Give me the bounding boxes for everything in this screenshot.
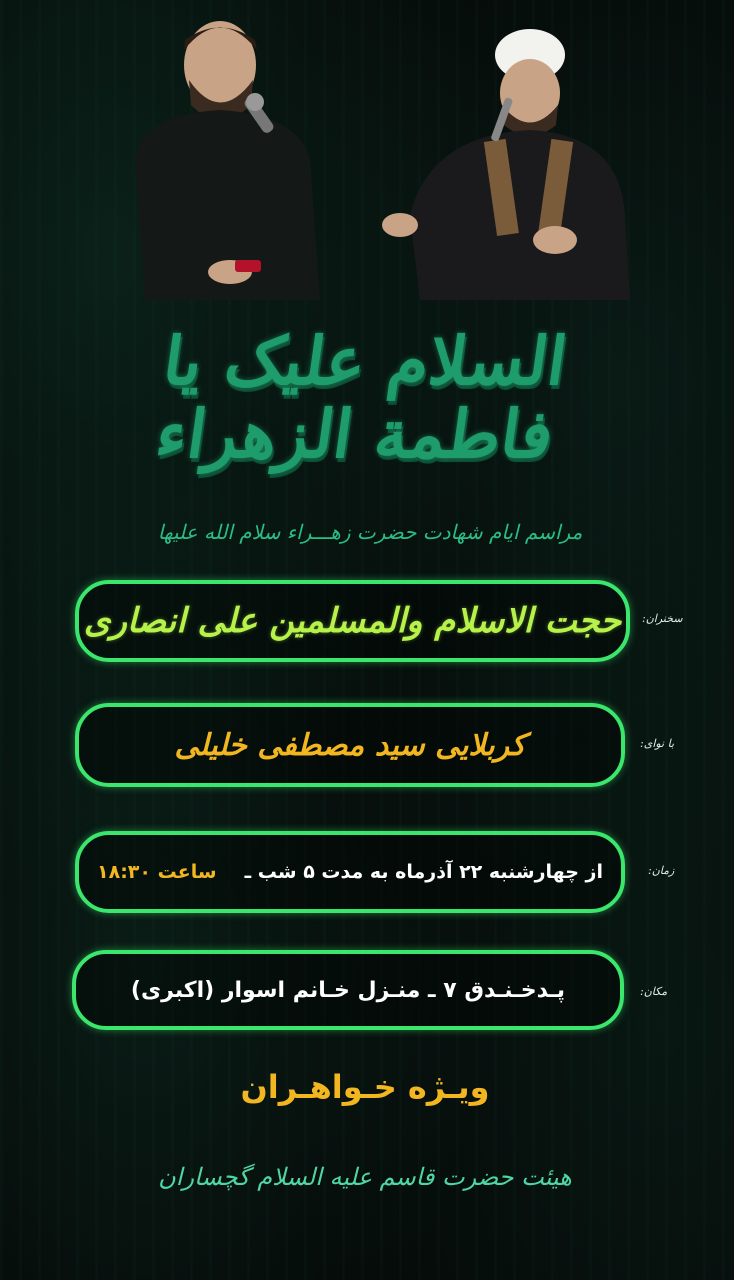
headline-text: السلام علیک یا فاطمة الزهراء: [151, 321, 572, 473]
organizer-text: هیئت حضرت قاسم علیه السلام گچساران: [158, 1163, 572, 1191]
place-box: [72, 950, 624, 1030]
reciter-photo: [105, 10, 355, 300]
time-clock: ساعت ۱۸:۳۰: [97, 861, 217, 883]
speaker-label: سخنران:: [642, 612, 683, 625]
time-label: زمان:: [648, 864, 675, 877]
place-label: مکان:: [640, 985, 668, 998]
audience-text: ویـژه خـواهـران: [240, 1068, 490, 1106]
speaker-box: [75, 580, 630, 662]
time-box: [75, 831, 625, 913]
calligraphy-headline: [60, 290, 660, 505]
time-text: از چهارشنبه ۲۲ آذرماه به مدت ۵ شب ـ: [244, 861, 603, 883]
reciter-label: با نوای:: [640, 737, 675, 750]
speaker-photo: [370, 15, 630, 300]
reciter-box: [75, 703, 625, 787]
event-subtitle: مراسم ایام شهادت حضرت زهـــراء سلام الله علیها: [157, 520, 583, 544]
place-text: پـدخـنـدق ۷ ـ منـزل خـانم اسوار (اکبری): [130, 977, 566, 1003]
speaker-name: حجت الاسلام والمسلمین علی انصاری: [83, 601, 622, 641]
reciter-name: کربلایی سید مصطفی خلیلی: [174, 727, 526, 763]
